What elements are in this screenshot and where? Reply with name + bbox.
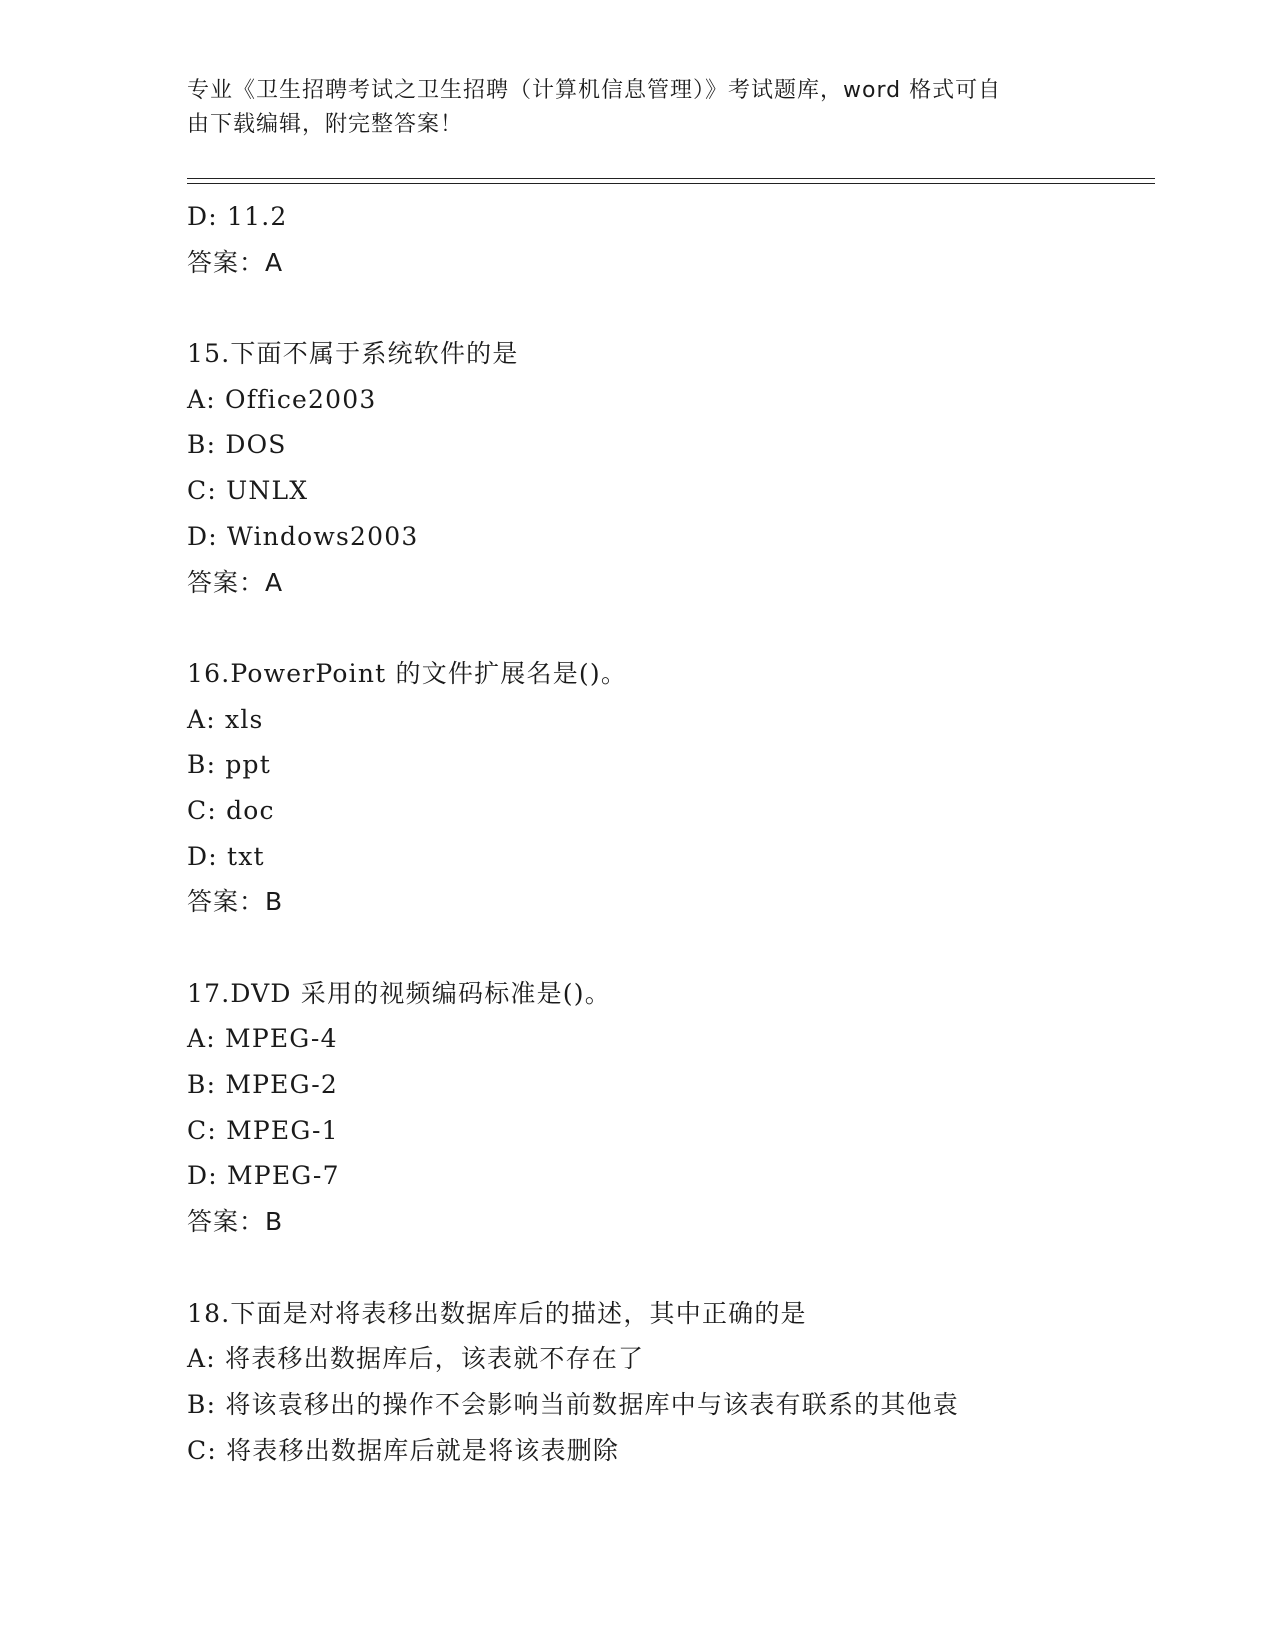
option-d: D: MPEG-7 bbox=[187, 1161, 340, 1191]
answer-line: 答案：B bbox=[187, 887, 284, 917]
option-b: B: ppt bbox=[187, 750, 271, 780]
header-divider-bottom bbox=[187, 183, 1155, 184]
option-c: C: MPEG-1 bbox=[187, 1115, 339, 1145]
answer-line: 答案：A bbox=[187, 567, 284, 597]
header-divider-top bbox=[187, 178, 1155, 179]
option-d: D: Windows2003 bbox=[187, 521, 419, 551]
option-b: B: MPEG-2 bbox=[187, 1070, 338, 1100]
question-stem-16: 16.PowerPoint 的文件扩展名是()。 bbox=[187, 658, 628, 688]
question-stem-15: 15.下面不属于系统软件的是 bbox=[187, 339, 519, 369]
option-a: A: Office2003 bbox=[187, 384, 377, 414]
option-a: A: 将表移出数据库后，该表就不存在了 bbox=[187, 1344, 645, 1374]
option-d: D: 11.2 bbox=[187, 202, 288, 231]
answer-line: 答案：B bbox=[187, 1207, 284, 1237]
question-stem-17: 17.DVD 采用的视频编码标准是()。 bbox=[187, 978, 611, 1008]
header-line-1: 专业《卫生招聘考试之卫生招聘（计算机信息管理）》考试题库，word 格式可自 bbox=[187, 78, 1002, 103]
option-a: A: xls bbox=[187, 704, 264, 734]
question-stem-18: 18.下面是对将表移出数据库后的描述，其中正确的是 bbox=[187, 1298, 807, 1328]
option-c: C: 将表移出数据库后就是将该表删除 bbox=[187, 1435, 620, 1465]
document-header bbox=[187, 74, 1067, 142]
option-d: D: txt bbox=[187, 841, 265, 871]
answer-line: 答案：A bbox=[187, 247, 284, 277]
header-line-2: 由下载编辑，附完整答案！ bbox=[187, 112, 464, 137]
option-c: C: doc bbox=[187, 795, 275, 825]
option-b: B: DOS bbox=[187, 430, 287, 460]
document-body bbox=[187, 194, 1155, 1473]
option-c: C: UNLX bbox=[187, 476, 309, 506]
option-a: A: MPEG-4 bbox=[187, 1024, 338, 1054]
option-b: B: 将该袁移出的操作不会影响当前数据库中与该表有联系的其他袁 bbox=[187, 1389, 959, 1419]
